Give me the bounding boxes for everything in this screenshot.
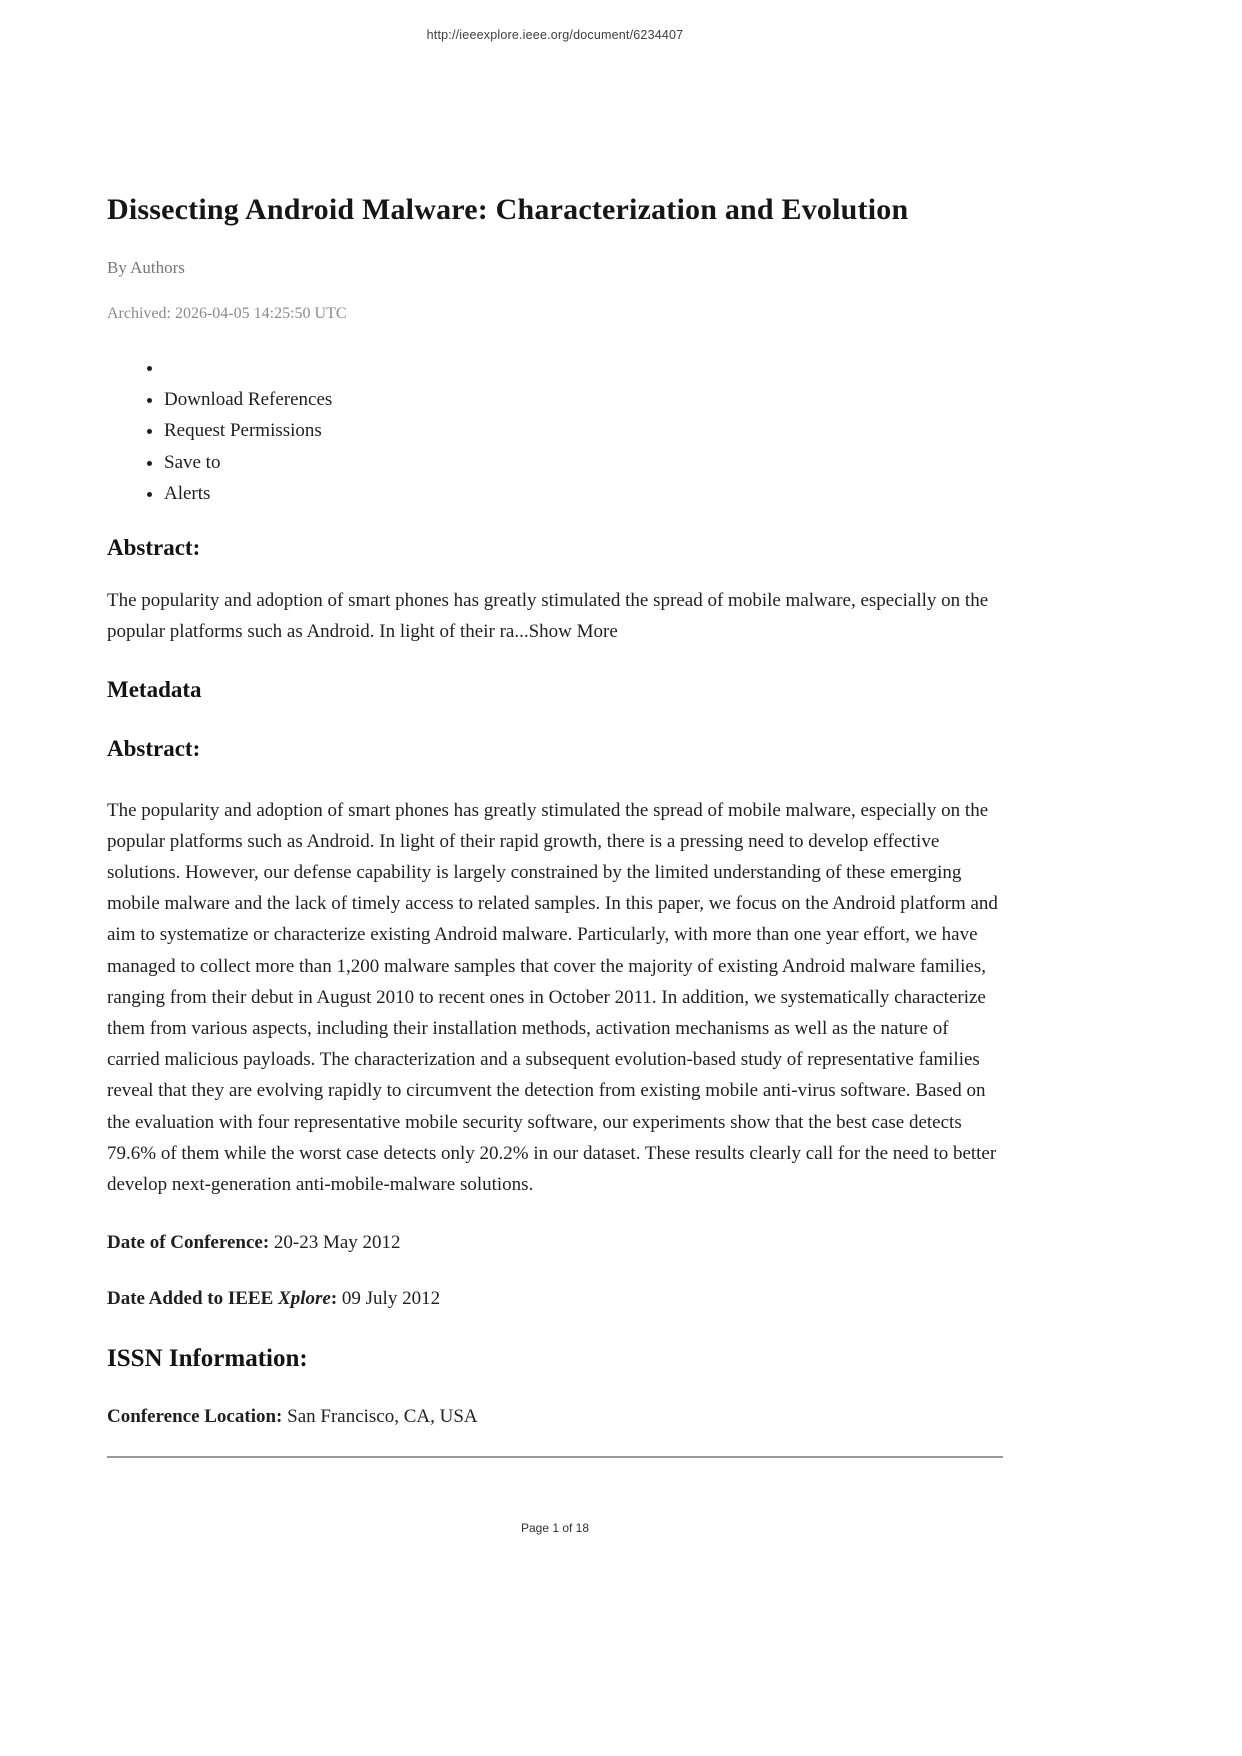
date-added-field: [107, 1286, 1003, 1312]
header-url: http://ieeexplore.ieee.org/document/6234407: [426, 28, 684, 42]
conference-location-value: San Francisco, CA, USA: [287, 1406, 478, 1428]
date-added-label-colon: :: [330, 1288, 338, 1310]
byline: By Authors: [107, 258, 185, 277]
conference-date-field: [107, 1230, 1003, 1256]
abstract-full-heading: Abstract:: [107, 735, 201, 761]
show-more-link[interactable]: Show More: [528, 620, 618, 642]
content-column: [107, 0, 1003, 1458]
section-divider: [107, 1456, 1003, 1458]
page-footer: Page 1 of 18: [520, 1521, 590, 1535]
conference-date-value: 20-23 May 2012: [273, 1232, 401, 1254]
metadata-heading: Metadata: [107, 676, 202, 702]
page-title: Dissecting Android Malware: Characterization and Evolution: [107, 193, 909, 226]
date-added-label-xplore: Xplore: [278, 1288, 331, 1310]
action-list: [107, 352, 1003, 510]
date-added-label-prefix: Date Added to IEEE: [107, 1288, 279, 1310]
action-item-save-to[interactable]: • Save to: [164, 447, 1003, 479]
abstract-preview-text: The popularity and adoption of smart phones has greatly stimulated the spread of mobile malware, especially on the popular platforms such as Android. In light of their ra...: [107, 589, 989, 642]
conference-location-field: [107, 1404, 1003, 1430]
action-item-request-permissions[interactable]: • Request Permissions: [164, 415, 1003, 447]
abstract-preview: [107, 585, 1003, 647]
conference-date-label: Date of Conference:: [107, 1232, 270, 1254]
issn-heading: ISSN Information:: [107, 1345, 308, 1373]
archived-timestamp: Archived: 2026-04-05 14:25:50 UTC: [107, 305, 347, 322]
abstract-heading: Abstract:: [107, 534, 201, 560]
conference-location-label: Conference Location:: [107, 1406, 283, 1428]
action-item-download-references[interactable]: • Download References: [164, 384, 1003, 416]
abstract-full-text: The popularity and adoption of smart phones has greatly stimulated the spread of mobile malware, especially on the popular platforms such as Android. In light of their rapid growth, there is a pressing need to develop effective solutions. However, our defense capability is largely constrained by the limited understanding of these emerging mobile malware and the lack of timely access to related samples. In this paper, we focus on the Android platform and aim to systematize or characterize existing Android malware. Particularly, with more than one year effort, we have managed to collect more than 1,200 malware samples that cover the majority of existing Android malware families, ranging from their debut in August 2010 to recent ones in October 2011. In addition, we systematically characterize them from various aspects, including their installation methods, activation mechanisms as well as the nature of carried malicious payloads. The characterization and a subsequent evolution-based study of representative families reveal that they are evolving rapidly to circumvent the detection from existing mobile anti-virus software. Based on the evaluation with four representative mobile security software, our experiments show that the best case detects 79.6% of them while the worst case detects only 20.2% in our dataset. These results clearly call for the need to better develop next-generation anti-mobile-malware solutions.: [107, 799, 998, 1195]
action-item-blank: [164, 352, 1003, 384]
action-item-alerts[interactable]: • Alerts: [164, 478, 1003, 510]
date-added-value: 09 July 2012: [341, 1288, 441, 1310]
